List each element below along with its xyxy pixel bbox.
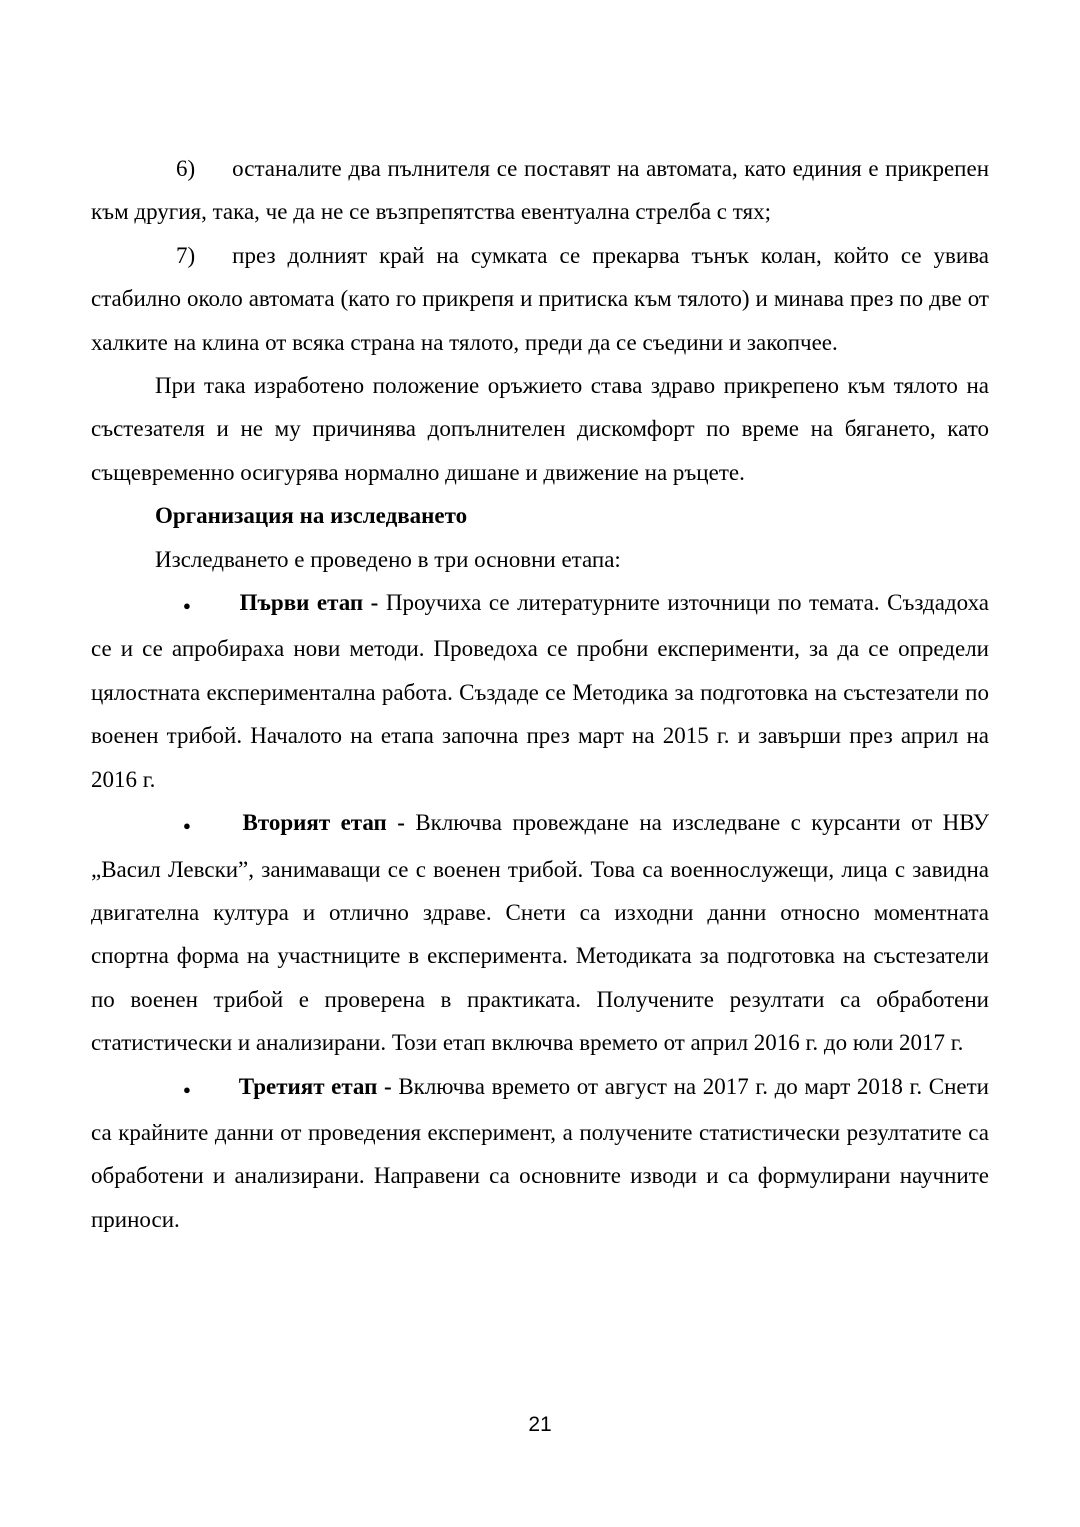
bullet-icon: ● (183, 598, 193, 614)
body-paragraph-text: При така изработено положение оръжието става здраво прикрепено към тялото на състезателя и не му причинява допълнителен дискомфорт по време на бягането, като същевременно осигурява нормално дишане и движение на ръцете. (91, 373, 989, 485)
page-number: 21 (528, 1413, 552, 1436)
bullet-item-stage-1 (91, 581, 989, 801)
item-7-text: през долният край на сумката се прекарва тънък колан, който се увива стабилно около автомата (като го прикрепя и притиска към тялото) и минава през по две от халките на клина от всяка страна на тялото, преди да се съедини и закопчее. (91, 242, 989, 355)
item-6-number: 6) (176, 156, 196, 181)
bullet-icon: ● (183, 1081, 192, 1097)
stage-1-lead: Първи етап - (239, 590, 379, 616)
intro-line (91, 538, 989, 581)
numbered-item-7 (91, 234, 989, 364)
stage-3-lead: Третият етап - (238, 1073, 392, 1099)
bullet-item-stage-2 (91, 801, 989, 1064)
intro-line-text: Изследването е проведено в три основни етапа: (155, 546, 621, 572)
stage-2-lead: Вторият етап - (242, 810, 405, 836)
section-heading-text: Организация на изследването (155, 503, 468, 529)
numbered-item-6 (91, 147, 989, 234)
item-7-number: 7) (176, 242, 196, 268)
page-content (91, 147, 989, 1241)
stage-2-text: Включва провеждане на изследване с курсанти от НВУ „Васил Левски”, занимаващи се с военен трибой. Това са военнослужещи, лица с завидна двигателна култура и отлично здраве. Снети са изходни данни относно моментната спортна форма на участниците в експеримента. Методиката за подготовка на състезатели по военен трибой е проверена в практиката. Получените резултати са обработени статистически и анализирани. Този етап включва времето от април 2016 г. до юли 2017 г. (91, 810, 989, 1056)
stage-3-text: Включва времето от август на 2017 г. до март 2018 г. Снети са крайните данни от проведения експеримент, а получените статистически резултатите са обработени и анализирани. Направени са основните изводи и са формулирани научните приноси. (91, 1073, 989, 1232)
item-6-text: останалите два пълнителя се поставят на автомата, като единия е прикрепен към другия, така, че да не се възпрепятства евентуална стрелба с тях; (91, 156, 989, 225)
bullet-item-stage-3 (91, 1065, 989, 1242)
stage-1-text: Проучиха се литературните източници по темата. Създадоха се и се апробираха нови методи. Проведоха се пробни експерименти, за да се определи цялостната експериментална работа. Създаде се Методика за подготовка на състезатели по военен трибой. Началото на етапа започна през март на 2015 г. и завърши през април на 2016 г. (91, 590, 989, 792)
body-paragraph (91, 364, 989, 494)
section-heading (91, 494, 989, 537)
bullet-icon: ● (183, 818, 196, 834)
